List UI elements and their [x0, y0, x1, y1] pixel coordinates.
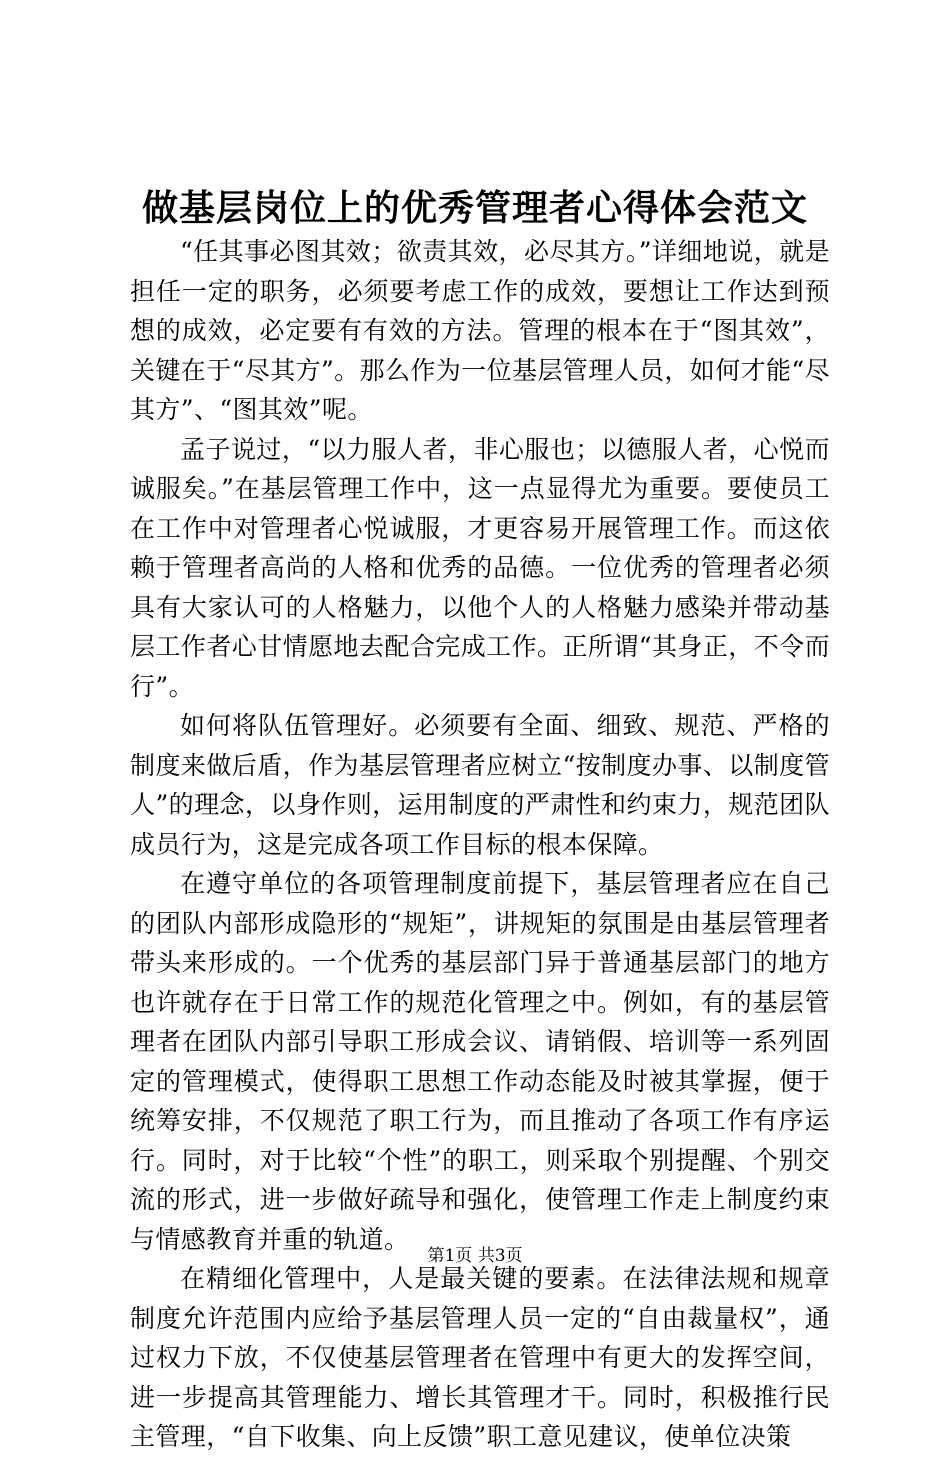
- paragraph-5: 在精细化管理中，人是最关键的要素。在法律法规和规章制度允许范围内应给予基层管理人员一定的“自由裁量权”，通过权力下放，不仅使基层管理者在管理中有更大的发挥空间，进一步提高其管理能力、增长其管理才干。同时，积极推行民主管理，“自下收集、向上反馈”职工意见建议，使单位决策: [130, 1264, 830, 1451]
- page-number-footer: 第1页 共3页: [427, 1246, 523, 1266]
- paragraph-3: 如何将队伍管理好。必须要有全面、细致、规范、严格的制度来做后盾，作为基层管理者应树立“按制度办事、以制度管人”的理念，以身作则，运用制度的严肃性和约束力，规范团队成员行为，这是完成各项工作目标的根本保障。: [130, 711, 830, 859]
- document-title: 做基层岗位上的优秀管理者心得体会范文: [141, 187, 808, 229]
- paragraph-1: “任其事必图其效；欲责其效，必尽其方。”详细地说，就是担任一定的职务，必须要考虑工作的成效，要想让工作达到预想的成效，必定要有有效的方法。管理的根本在于“图其效”，关键在于“尽其方”。那么作为一位基层管理人员，如何才能“尽其方”、“图其效”呢。: [130, 237, 830, 424]
- document-body: [130, 232, 830, 1457]
- paragraph-2: 孟子说过，“以力服人者，非心服也；以德服人者，心悦而诚服矣。”在基层管理工作中，这一点显得尤为重要。要使员工在工作中对管理者心悦诚服，才更容易开展管理工作。而这依赖于管理者高尚的人格和优秀的品德。一位优秀的管理者必须具有大家认可的人格魅力，以他个人的人格魅力感染并带动基层工作者心甘情愿地去配合完成工作。正所谓“其身正，不令而行”。: [130, 434, 830, 701]
- paragraph-4: 在遵守单位的各项管理制度前提下，基层管理者应在自己的团队内部形成隐形的“规矩”，讲规矩的氛围是由基层管理者带头来形成的。一个优秀的基层部门异于普通基层部门的地方也许就存在于日常工作的规范化管理之中。例如，有的基层管理者在团队内部引导职工形成会议、请销假、培训等一系列固定的管理模式，使得职工思想工作动态能及时被其掌握，便于统筹安排，不仅规范了职工行为，而且推动了各项工作有序运行。同时，对于比较“个性”的职工，则采取个别提醒、个别交流的形式，进一步做好疏导和强化，使管理工作走上制度约束与情感教育并重的轨道。: [130, 869, 830, 1254]
